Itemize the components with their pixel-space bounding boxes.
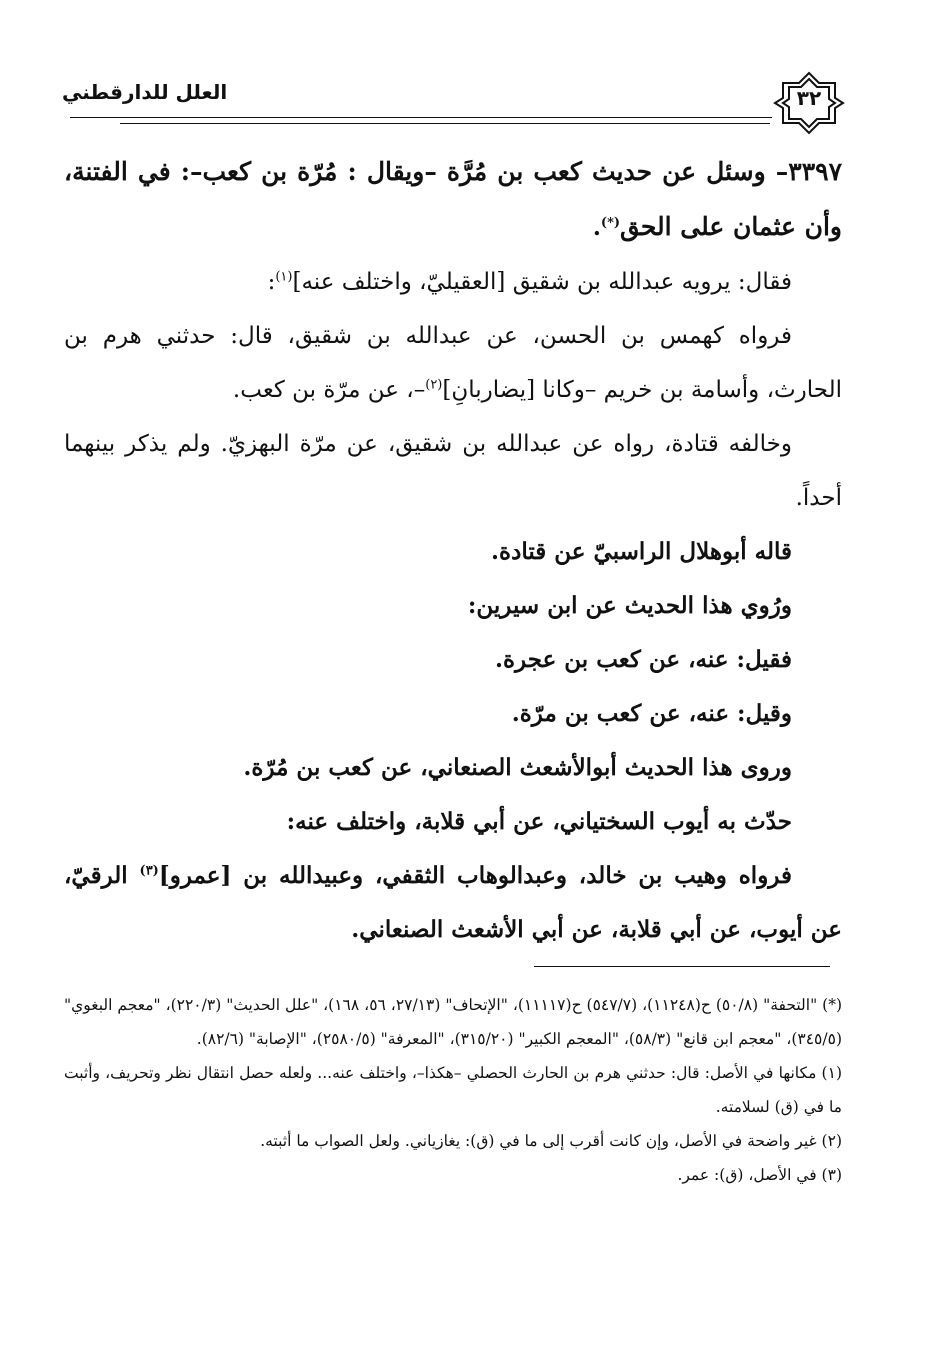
punct: . bbox=[592, 214, 601, 241]
paragraph-text: فرواه وهيب بن خالد، وعبدالوهاب الثقفي، وعبيدالله بن [عمرو] bbox=[158, 862, 792, 889]
footnote-marker-2: (٢) bbox=[425, 377, 443, 393]
footnote-marker-star: (*) bbox=[600, 215, 621, 231]
punct: : bbox=[267, 269, 276, 295]
paragraph-4: وخالفه قتادة، رواه عن عبدالله بن شقيق، عن مرّة البهزيّ. ولم يذكر بينهما أحداً. bbox=[64, 431, 842, 511]
paragraph-3 bbox=[64, 309, 842, 417]
header-rule bbox=[70, 117, 772, 118]
paragraph-10: حدّث به أيوب السختياني، عن أبي قلابة، واختلف عنه: bbox=[286, 808, 792, 835]
paragraph-text: الرقيّ، عن أيوب، عن أبي قلابة، عن أبي الأشعث الصنعاني. bbox=[64, 862, 842, 943]
paragraph-6: ورُوي هذا الحديث عن ابن سيرين: bbox=[467, 592, 792, 619]
page-number-badge bbox=[772, 70, 846, 136]
paragraph-9: وروى هذا الحديث أبوالأشعث الصنعاني، عن كعب بن مُرّة. bbox=[243, 754, 792, 781]
footnote-3: (٣) في الأصل، (ق): عمر. bbox=[677, 1166, 842, 1184]
footnote-marker-3: (٣) bbox=[139, 863, 159, 879]
footnote-star: (*) "التحفة" (٥٠/٨) ح(١١٢٤٨)، (٥٤٧/٧) ح(١١١١٧)، "الإتحاف" (٢٧/١٣، ٥٦، ١٦٨)، "علل الحديث" (٢٢٠/٣)، "معجم البغوي" (٣٤٥/٥)، "معجم ابن قانع" (٥٨/٣)، "المعجم الكبير" (٣١٥/٢٠)، "المعرفة" (٢٥٨٠/٥)، "الإصابة" (٨٢/٦). bbox=[64, 996, 843, 1048]
footnote-marker-1: (١) bbox=[275, 269, 293, 285]
paragraph-7: فقيل: عنه، عن كعب بن عجرة. bbox=[494, 646, 792, 673]
main-text bbox=[64, 145, 842, 957]
paragraph-text: فرواه كهمس بن الحسن، عن عبدالله بن شقيق، قال: حدثني هرم بن الحارث، وأسامة بن خريم –وكانا [يضاربانِ] bbox=[64, 323, 842, 403]
footnotes bbox=[64, 988, 842, 1192]
paragraph-8: وقيل: عنه، عن كعب بن مرّة. bbox=[511, 700, 792, 727]
paragraph-11 bbox=[64, 849, 842, 957]
header-rule-inner bbox=[120, 123, 770, 124]
paragraph-2 bbox=[64, 255, 842, 309]
paragraph-text: فقال: يرويه عبدالله بن شقيق [العقيليّ، واختلف عنه] bbox=[292, 269, 792, 295]
footnote-2: (٢) غير واضحة في الأصل، وإن كانت أقرب إلى ما في (ق): يغازياني. ولعل الصواب ما أثبته. bbox=[260, 1132, 842, 1150]
paragraph-text: –، عن مرّة بن كعب. bbox=[232, 377, 426, 403]
entry-heading bbox=[64, 145, 842, 255]
entry-heading-text: ٣٣٩٧– وسئل عن حديث كعب بن مُرَّة –ويقال : مُرّة بن كعب–: في الفتنة، وأن عثمان على الحق bbox=[64, 157, 842, 241]
footnote-1: (١) مكانها في الأصل: قال: حدثني هرم بن الحارث الحصلي –هكذا–، واختلف عنه... ولعله حصل انتقال نظر وتحريف، وأثبت ما في (ق) لسلامته. bbox=[64, 1064, 842, 1116]
footnote-separator bbox=[534, 966, 830, 967]
page-number: ٣٢ bbox=[796, 86, 822, 110]
running-title: العلل للدارقطني bbox=[62, 80, 228, 104]
paragraph-5: قاله أبوهلال الراسبيّ عن قتادة. bbox=[491, 538, 792, 565]
